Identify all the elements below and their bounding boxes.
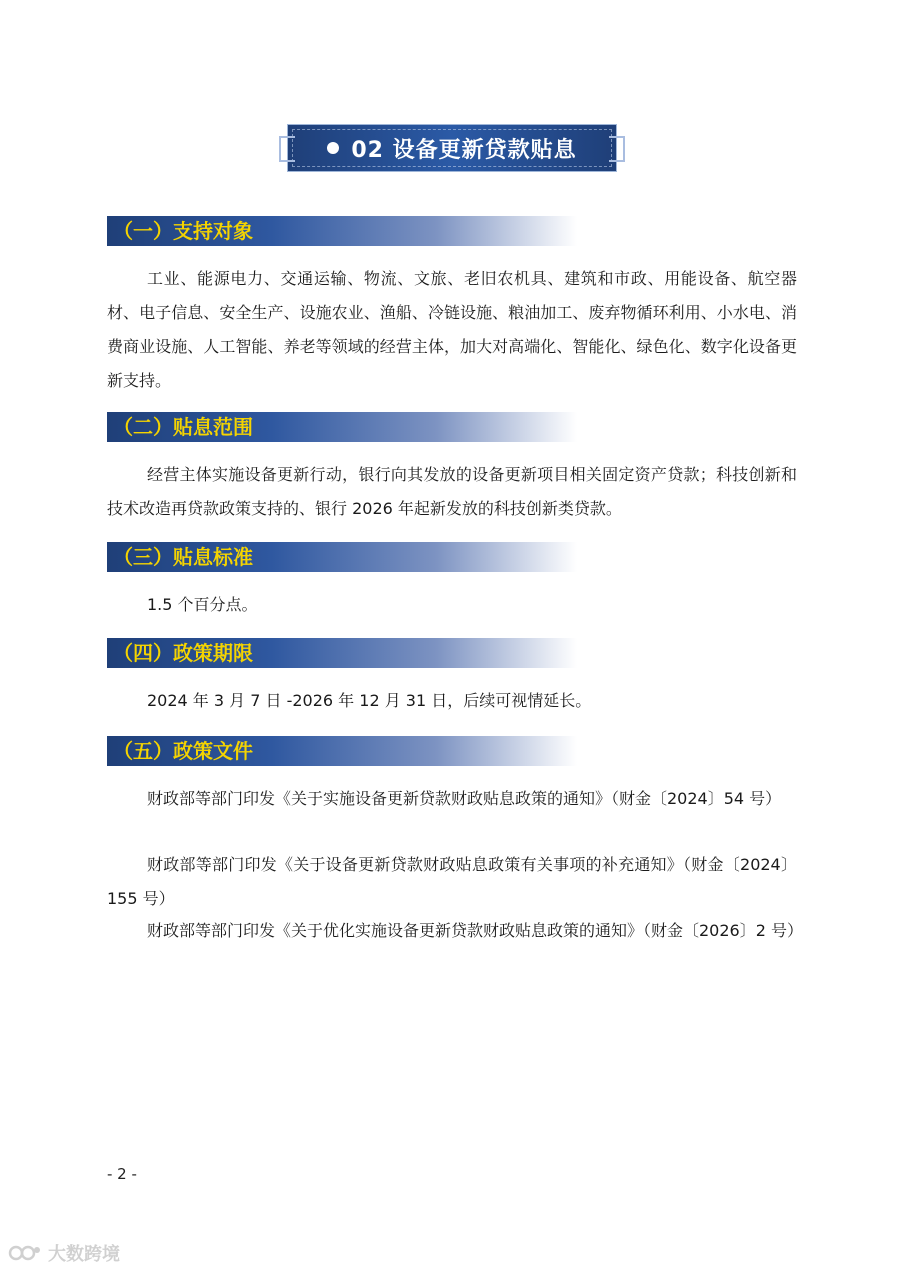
- page-number: - 2 -: [107, 1165, 137, 1183]
- section-paragraph: 2024 年 3 月 7 日 -2026 年 12 月 31 日，后续可视情延长。: [147, 691, 592, 710]
- section-paragraph: 工业、能源电力、交通运输、物流、文旅、老旧农机具、建筑和市政、用能设备、航空器材、电子信息、安全生产、设施农业、渔船、冷链设施、粮油加工、废弃物循环利用、小水电、消费商业设施、人工智能、养老等领域的经营主体，加大对高端化、智能化、绿色化、数字化设备更新支持。: [107, 269, 797, 390]
- section-heading-text: （二）贴息范围: [113, 415, 253, 439]
- section-heading-text: （三）贴息标准: [113, 545, 253, 569]
- section-heading-text: （五）政策文件: [113, 739, 253, 763]
- policy-document-item: 财政部等部门印发《关于优化实施设备更新贷款财政贴息政策的通知》（财金〔2026〕2 号）: [147, 921, 803, 940]
- policy-document-item: 财政部等部门印发《关于实施设备更新贷款财政贴息政策的通知》（财金〔2024〕54 号）: [147, 789, 782, 808]
- page-title: 02 设备更新贷款贴息: [351, 137, 577, 163]
- watermark: [8, 1240, 120, 1266]
- section-paragraph: 1.5 个百分点。: [147, 595, 258, 614]
- section-heading-policy-documents: [107, 736, 577, 766]
- section-heading-policy-period: [107, 638, 577, 668]
- section-paragraph: 经营主体实施设备更新行动，银行向其发放的设备更新项目相关固定资产贷款；科技创新和技术改造再贷款政策支持的、银行 2026 年起新发放的科技创新类贷款。: [107, 465, 797, 518]
- page-title-row: [287, 124, 617, 172]
- policy-document-item: 财政部等部门印发《关于设备更新贷款财政贴息政策有关事项的补充通知》（财金〔2024〕155 号）: [107, 855, 797, 908]
- bullet-dot-icon: [327, 142, 339, 154]
- section-heading-text: （一）支持对象: [113, 219, 253, 243]
- watermark-logo-icon: [8, 1242, 42, 1264]
- section-heading-subsidy-standard: [107, 542, 577, 572]
- section-heading-support-targets: [107, 216, 577, 246]
- section-heading-subsidy-scope: [107, 412, 577, 442]
- watermark-text: 大数跨境: [48, 1244, 120, 1265]
- section-heading-text: （四）政策期限: [113, 641, 253, 665]
- title-banner: [287, 124, 617, 172]
